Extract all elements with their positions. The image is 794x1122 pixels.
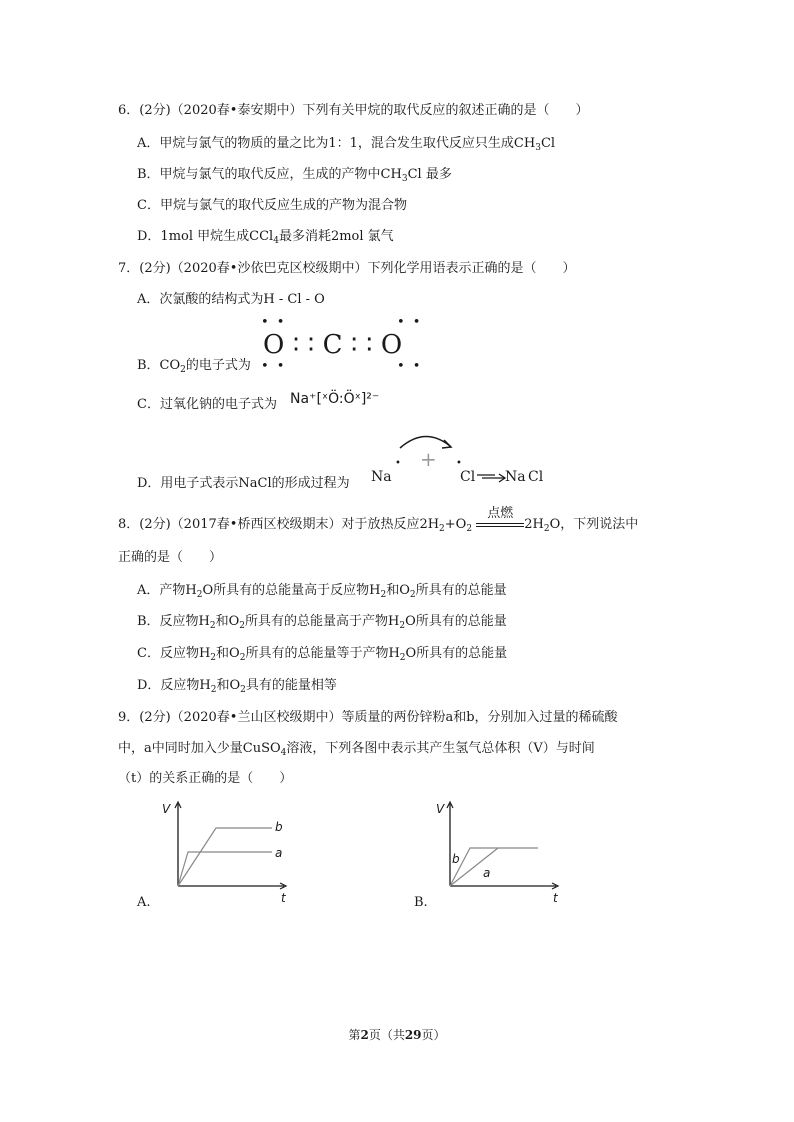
- q7-stem: 7．(2分)（2020春•沙依巴克区校级期中）下列化学用语表示正确的是（ ）: [118, 261, 576, 276]
- graph-b-b-label: b: [452, 852, 460, 866]
- q8-stem: 8．(2分)（2017春•桥西区校级期末）对于放热反应$2H_2+O_2$ 点燃 $2H_2O$，下列说法中: [118, 505, 639, 534]
- q7-option-d: D．用电子式表示NaCl的形成过程为: [137, 476, 350, 491]
- graph-a-a-label: a: [275, 846, 283, 860]
- q7-option-a: A．次氯酸的结构式为H - Cl - O: [137, 292, 325, 307]
- q8-option-b: B．反应物$H_2$和$O_2$所具有的总能量高于产物$H_2O$所具有的总能量: [137, 614, 507, 631]
- q6-stem: 6．(2分)（2020春•泰安期中）下列有关甲烷的取代反应的叙述正确的是（ ）: [118, 103, 589, 118]
- graph-b-x-label: t: [553, 891, 558, 905]
- q8-option-a: A．产物$H_2O$所具有的总能量高于反应物$H_2$和$O_2$所具有的总能量: [137, 583, 507, 600]
- q9-stem-cont2: （t）的关系正确的是（ ）: [118, 771, 293, 786]
- q9-stem-cont: 中，a中同时加入少量CuSO$_4$溶液，下列各图中表示其产生氢气总体积（V）与时间: [118, 741, 595, 758]
- q8-stem-cont: 正确的是（ ）: [118, 550, 223, 565]
- q8-option-c: C．反应物$H_2$和$O_2$所具有的总能量等于产物$H_2O$所具有的总能量: [137, 646, 508, 663]
- q6-option-b: B．甲烷与氯气的取代反应，生成的产物中$CH_3Cl$ 最多: [137, 167, 452, 184]
- q8-option-d: D．反应物$H_2$和$O_2$具有的能量相等: [137, 678, 337, 695]
- q6-option-a: A．甲烷与氯气的物质的量之比为1：1，混合发生取代反应只生成$CH_3Cl$: [137, 136, 556, 153]
- graph-a-x-label: t: [281, 891, 286, 905]
- graph-b-option: B.: [414, 895, 428, 910]
- graph-a-option: A.: [137, 895, 151, 910]
- q6-option-c: C．甲烷与氯气的取代反应生成的产物为混合物: [137, 198, 407, 213]
- q7-option-b: B．$CO_2$的电子式为: [137, 358, 251, 375]
- graph-b-a-label: a: [483, 866, 491, 880]
- page-footer: 第2页（共29页）: [348, 1028, 446, 1042]
- q9-stem: 9．(2分)（2020春•兰山区校级期中）等质量的两份锌粉a和b，分别加入过量的稀硫酸: [118, 710, 618, 725]
- na2o2-electron-formula: Na⁺[ˣÖ:Öˣ]²⁻: [290, 391, 380, 407]
- graph-b-y-label: V: [436, 802, 445, 816]
- graph-a-b-label: b: [275, 820, 283, 834]
- graph-a-y-label: V: [162, 802, 171, 816]
- q6-option-d: D．1mol 甲烷生成CCl$_4$最多消耗2mol 氯气: [137, 229, 394, 246]
- q7-option-c: C．过氧化钠的电子式为: [137, 397, 277, 412]
